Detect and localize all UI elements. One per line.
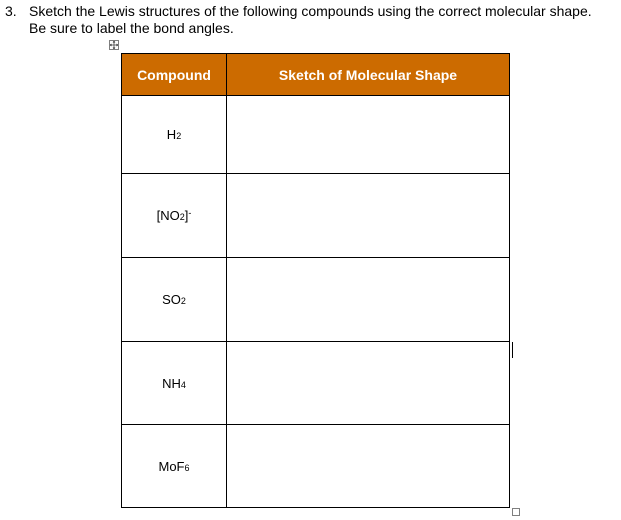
sketch-cell[interactable] <box>227 258 510 342</box>
compound-formula: MoF6 <box>158 458 190 474</box>
question-text-line-1: Sketch the Lewis structures of the following compounds using the correct molecular shape. <box>29 3 592 19</box>
compound-cell <box>122 96 227 174</box>
sketch-cell[interactable] <box>227 342 510 425</box>
compound-table <box>121 53 510 508</box>
compound-formula: H2 <box>166 127 182 142</box>
compound-formula: [NO2]- <box>156 208 192 223</box>
text-cursor <box>512 342 513 358</box>
sketch-cell[interactable] <box>227 174 510 258</box>
compound-formula: SO2 <box>162 292 186 307</box>
header-compound: Compound <box>122 54 227 96</box>
question-number: 3. <box>5 3 17 19</box>
move-arrows-icon[interactable] <box>109 40 119 50</box>
table-header-row <box>122 54 510 96</box>
compound-cell <box>122 174 227 258</box>
header-sketch: Sketch of Molecular Shape <box>227 54 510 96</box>
sketch-cell[interactable] <box>227 425 510 508</box>
table-resize-icon[interactable] <box>512 508 520 516</box>
table-row <box>122 258 510 342</box>
compound-formula: NH4 <box>162 375 186 391</box>
table-row <box>122 342 510 425</box>
compound-cell <box>122 425 227 508</box>
compound-cell <box>122 342 227 425</box>
table-row <box>122 96 510 174</box>
question-text-line-2: Be sure to label the bond angles. <box>29 20 234 36</box>
compound-cell <box>122 258 227 342</box>
sketch-cell[interactable] <box>227 96 510 174</box>
table-row <box>122 425 510 508</box>
table-row <box>122 174 510 258</box>
